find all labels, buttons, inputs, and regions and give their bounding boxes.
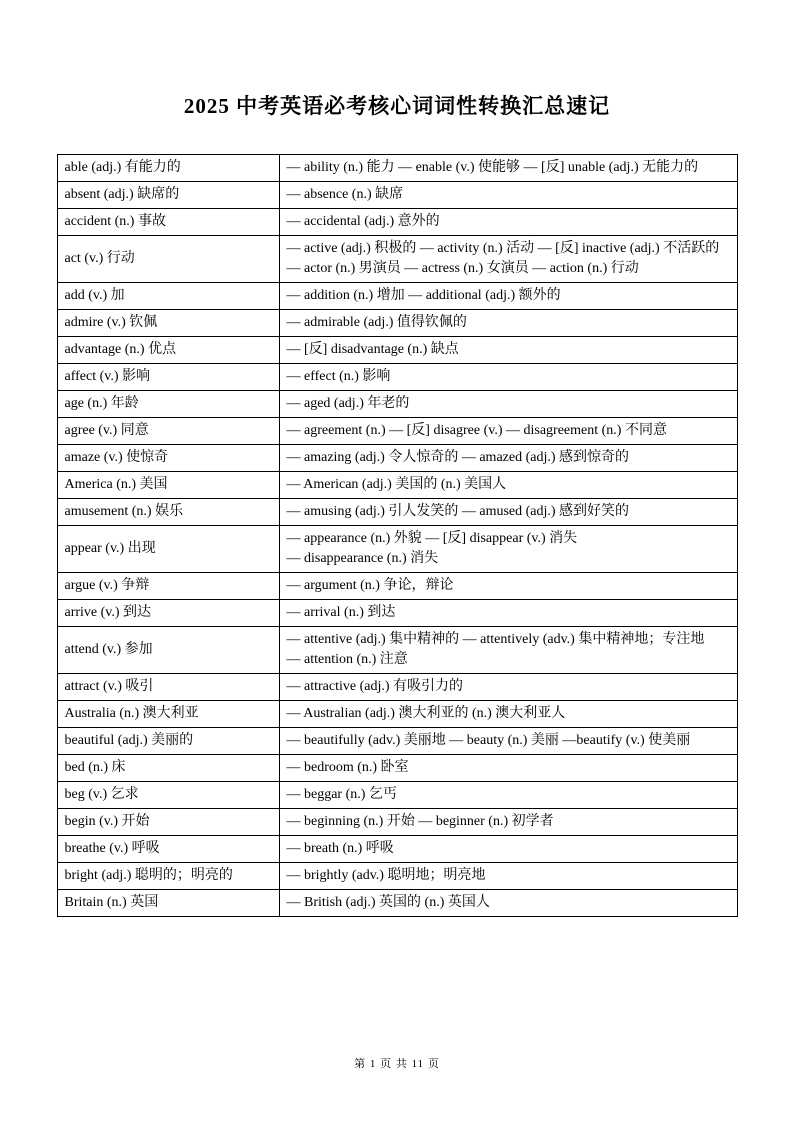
vocab-table-rows xyxy=(57,155,737,917)
word-cell: arrive (v.) 到达 xyxy=(57,600,279,627)
table-row xyxy=(57,782,737,809)
form-line: — arrival (n.) 到达 xyxy=(286,605,396,620)
forms-cell xyxy=(279,337,737,364)
page-footer: 第 1 页 共 11 页 xyxy=(354,1058,440,1070)
forms-cell xyxy=(279,391,737,418)
form-line: — aged (adj.) 年老的 xyxy=(286,396,410,411)
form-line: — addition (n.) 增加 — additional (adj.) 额外的 xyxy=(286,288,561,303)
forms-cell xyxy=(279,445,737,472)
vocab-table xyxy=(57,154,738,917)
form-line: — bedroom (n.) 卧室 xyxy=(286,760,409,775)
forms-cell xyxy=(279,310,737,337)
table-row xyxy=(57,728,737,755)
table-row xyxy=(57,526,737,573)
form-line: — actor (n.) 男演员 — actress (n.) 女演员 — action (n.) 行动 xyxy=(286,261,639,276)
forms-cell xyxy=(279,728,737,755)
word-cell: Britain (n.) 英国 xyxy=(57,890,279,917)
form-line: — attentive (adj.) 集中精神的 — attentively (adv.) 集中精神地；专注地 xyxy=(286,632,705,647)
word-cell: add (v.) 加 xyxy=(57,283,279,310)
table-row xyxy=(57,155,737,182)
forms-cell xyxy=(279,364,737,391)
word-cell: attract (v.) 吸引 xyxy=(57,674,279,701)
forms-cell xyxy=(279,782,737,809)
form-line: — agreement (n.) — [反] disagree (v.) — disagreement (n.) 不同意 xyxy=(286,423,667,438)
table-row xyxy=(57,472,737,499)
word-cell: admire (v.) 钦佩 xyxy=(57,310,279,337)
form-line: — [反] disadvantage (n.) 缺点 xyxy=(286,342,459,357)
word-cell: agree (v.) 同意 xyxy=(57,418,279,445)
word-cell: beg (v.) 乞求 xyxy=(57,782,279,809)
form-line: — beggar (n.) 乞丐 xyxy=(286,787,397,802)
forms-cell xyxy=(279,526,737,573)
table-row xyxy=(57,182,737,209)
word-cell: Australia (n.) 澳大利亚 xyxy=(57,701,279,728)
forms-cell xyxy=(279,573,737,600)
forms-cell xyxy=(279,836,737,863)
word-cell: beautiful (adj.) 美丽的 xyxy=(57,728,279,755)
form-line: — ability (n.) 能力 — enable (v.) 使能够 — [反] unable (adj.) 无能力的 xyxy=(286,160,699,175)
table-row xyxy=(57,364,737,391)
form-line: — amusing (adj.) 引人发笑的 — amused (adj.) 感到好笑的 xyxy=(286,504,630,519)
forms-cell xyxy=(279,600,737,627)
forms-cell xyxy=(279,209,737,236)
form-line: — brightly (adv.) 聪明地；明亮地 xyxy=(286,868,486,883)
table-row xyxy=(57,755,737,782)
form-line: — absence (n.) 缺席 xyxy=(286,187,404,202)
table-row xyxy=(57,573,737,600)
table-row xyxy=(57,836,737,863)
word-cell: accident (n.) 事故 xyxy=(57,209,279,236)
table-row xyxy=(57,890,737,917)
form-line: — admirable (adj.) 值得钦佩的 xyxy=(286,315,467,330)
word-cell: absent (adj.) 缺席的 xyxy=(57,182,279,209)
forms-cell xyxy=(279,809,737,836)
table-row xyxy=(57,674,737,701)
word-cell: bright (adj.) 聪明的；明亮的 xyxy=(57,863,279,890)
form-line: — disappearance (n.) 消失 xyxy=(286,551,439,566)
forms-cell xyxy=(279,890,737,917)
table-row xyxy=(57,391,737,418)
form-line: — attractive (adj.) 有吸引力的 xyxy=(286,679,464,694)
table-row xyxy=(57,236,737,283)
form-line: — appearance (n.) 外貌 — [反] disappear (v.) 消失 xyxy=(286,531,578,546)
word-cell: age (n.) 年龄 xyxy=(57,391,279,418)
word-cell: breathe (v.) 呼吸 xyxy=(57,836,279,863)
forms-cell xyxy=(279,674,737,701)
table-row xyxy=(57,863,737,890)
word-cell: appear (v.) 出现 xyxy=(57,526,279,573)
word-cell: advantage (n.) 优点 xyxy=(57,337,279,364)
forms-cell xyxy=(279,701,737,728)
forms-cell xyxy=(279,283,737,310)
forms-cell xyxy=(279,418,737,445)
word-cell: amusement (n.) 娱乐 xyxy=(57,499,279,526)
table-row xyxy=(57,310,737,337)
forms-cell xyxy=(279,155,737,182)
form-line: — beginning (n.) 开始 — beginner (n.) 初学者 xyxy=(286,814,554,829)
word-cell: argue (v.) 争辩 xyxy=(57,573,279,600)
form-line: — attention (n.) 注意 xyxy=(286,652,408,667)
table-row xyxy=(57,499,737,526)
table-row xyxy=(57,337,737,364)
form-line: — effect (n.) 影响 xyxy=(286,369,391,384)
table-row xyxy=(57,445,737,472)
forms-cell xyxy=(279,236,737,283)
table-row xyxy=(57,209,737,236)
form-line: — amazing (adj.) 令人惊奇的 — amazed (adj.) 感到惊奇的 xyxy=(286,450,630,465)
table-row xyxy=(57,418,737,445)
form-line: — active (adj.) 积极的 — activity (n.) 活动 — [反] inactive (adj.) 不活跃的 xyxy=(286,241,720,256)
form-line: — argument (n.) 争论，辩论 xyxy=(286,578,454,593)
word-cell: America (n.) 美国 xyxy=(57,472,279,499)
forms-cell xyxy=(279,472,737,499)
form-line: — American (adj.) 美国的 (n.) 美国人 xyxy=(286,477,507,492)
form-line: — breath (n.) 呼吸 xyxy=(286,841,394,856)
form-line: — accidental (adj.) 意外的 xyxy=(286,214,440,229)
form-line: — Australian (adj.) 澳大利亚的 (n.) 澳大利亚人 xyxy=(286,706,566,721)
table-row xyxy=(57,809,737,836)
forms-cell xyxy=(279,755,737,782)
table-row xyxy=(57,627,737,674)
forms-cell xyxy=(279,627,737,674)
word-cell: act (v.) 行动 xyxy=(57,236,279,283)
forms-cell xyxy=(279,863,737,890)
form-line: — beautifully (adv.) 美丽地 — beauty (n.) 美丽 —beautify (v.) 使美丽 xyxy=(286,733,691,748)
table-row xyxy=(57,283,737,310)
form-line: — British (adj.) 英国的 (n.) 英国人 xyxy=(286,895,490,910)
forms-cell xyxy=(279,499,737,526)
word-cell: begin (v.) 开始 xyxy=(57,809,279,836)
word-cell: attend (v.) 参加 xyxy=(57,627,279,674)
table-row xyxy=(57,701,737,728)
word-cell: bed (n.) 床 xyxy=(57,755,279,782)
word-cell: able (adj.) 有能力的 xyxy=(57,155,279,182)
forms-cell xyxy=(279,182,737,209)
word-cell: affect (v.) 影响 xyxy=(57,364,279,391)
table-row xyxy=(57,600,737,627)
page-title: 2025 中考英语必考核心词词性转换汇总速记 xyxy=(183,94,611,118)
word-cell: amaze (v.) 使惊奇 xyxy=(57,445,279,472)
